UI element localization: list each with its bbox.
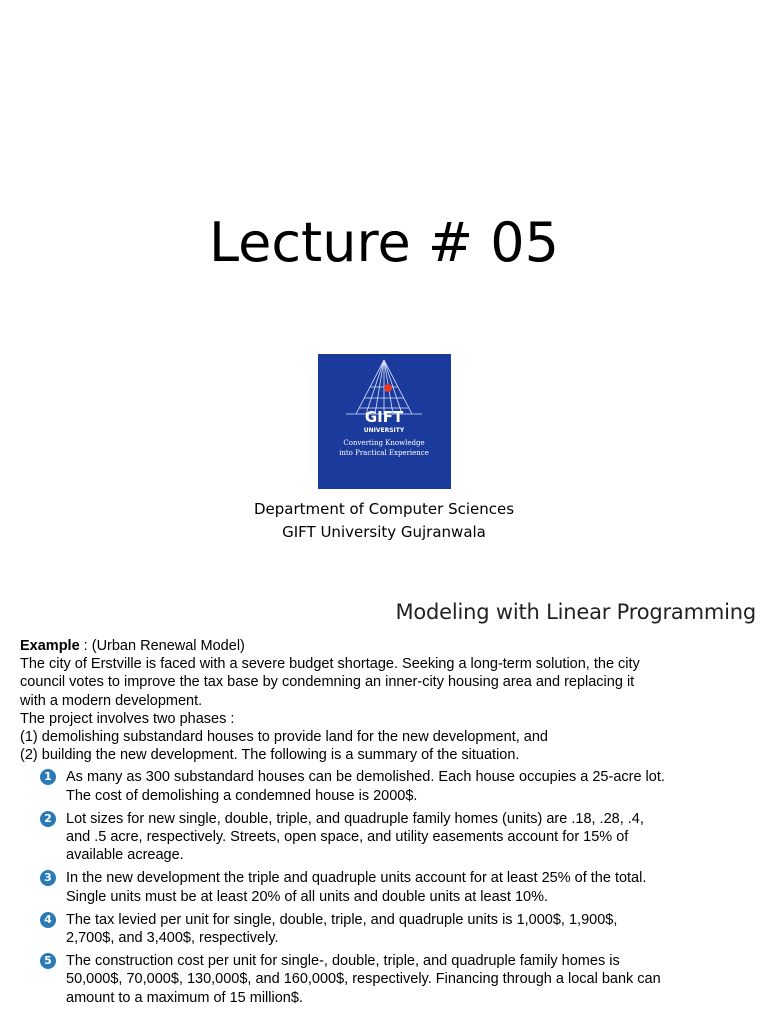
item-line: and .5 acre, respectively. Streets, open space, and utility easements account for 15% of (66, 829, 629, 846)
logo-tagline-1: Converting Knowledge (343, 439, 425, 447)
intro-line: The project involves two phases : (20, 710, 235, 727)
number-badge-icon: 3 (40, 870, 56, 886)
gift-university-logo (318, 354, 451, 489)
logo-subname: UNIVERSITY (363, 427, 405, 434)
list-item (20, 810, 755, 865)
item-line: The construction cost per unit for single-, double, triple, and quadruple family homes is (66, 953, 620, 970)
logo-tagline-2: into Practical Experience (339, 449, 429, 457)
content-slide (0, 585, 768, 1024)
intro-line: with a modern development. (20, 692, 203, 709)
list-item (20, 911, 755, 947)
item-line: available acreage. (66, 847, 184, 864)
logo-name: GIFT (364, 408, 404, 426)
situation-list (20, 768, 755, 1006)
intro-line: The city of Erstville is faced with a severe budget shortage. Seeking a long-term solution, the city (20, 656, 640, 673)
list-item (20, 952, 755, 1007)
number-badge-icon: 4 (40, 912, 56, 928)
number-badge-icon: 1 (40, 769, 56, 785)
list-item (20, 768, 755, 804)
number-badge-icon: 2 (40, 811, 56, 827)
item-line: The tax levied per unit for single, double, triple, and quadruple units is 1,000$, 1,900$, (66, 911, 618, 928)
university-line: GIFT University Gujranwala (282, 523, 486, 541)
item-line: The cost of demolishing a condemned house is 2000$. (66, 787, 418, 804)
logo-graphic (318, 354, 451, 489)
item-line: In the new development the triple and quadruple units account for at least 25% of the total. (66, 870, 647, 887)
logo-dot-icon (384, 384, 392, 392)
list-item (20, 869, 755, 905)
item-line: 50,000$, 70,000$, 130,000$, and 160,000$, respectively. Financing through a local bank can (66, 971, 661, 988)
item-line: amount to a maximum of 15 million$. (66, 989, 303, 1006)
department-info (0, 498, 768, 544)
item-line: As many as 300 substandard houses can be demolished. Each house occupies a 25-acre lot. (66, 769, 665, 786)
example-heading (20, 637, 755, 655)
example-subtitle: : (Urban Renewal Model) (79, 638, 245, 654)
item-line: Lot sizes for new single, double, triple, and quadruple family homes (units) are .18, .28, .4, (66, 810, 644, 827)
department-line: Department of Computer Sciences (253, 500, 515, 518)
lecture-title: Lecture # 05 (209, 211, 559, 274)
slide-title: Modeling with Linear Programming (395, 600, 756, 624)
intro-line: (2) building the new development. The following is a summary of the situation. (20, 747, 520, 764)
slide-body (20, 637, 755, 1012)
intro-line: (1) demolishing substandard houses to provide land for the new development, and (20, 729, 548, 746)
number-badge-icon: 5 (40, 953, 56, 969)
example-label: Example (20, 638, 80, 654)
item-line: Single units must be at least 20% of all units and double units at least 10%. (66, 888, 549, 905)
item-line: 2,700$, and 3,400$, respectively. (66, 930, 279, 947)
intro-line: council votes to improve the tax base by condemning an inner-city housing area and replacing it (20, 674, 635, 691)
